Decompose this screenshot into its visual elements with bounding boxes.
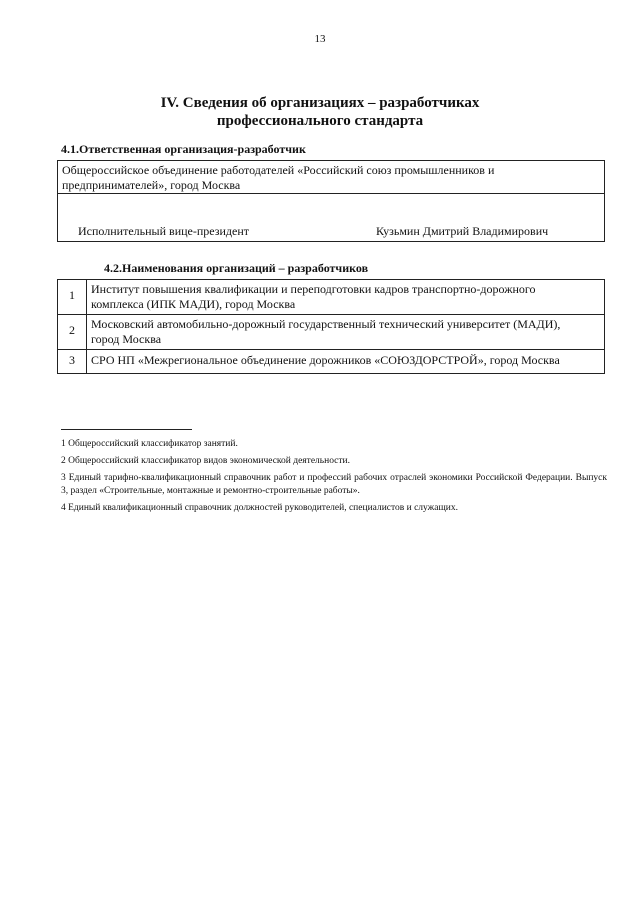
responsible-org-name-line2: предпринимателей», город Москва: [62, 178, 241, 192]
signatory-name: Кузьмин Дмитрий Владимирович: [376, 224, 549, 238]
org-name-line1: СРО НП «Межрегиональное объединение дорожников «СОЮЗДОРСТРОЙ», город Москва: [91, 353, 560, 367]
section-title: [0, 94, 640, 130]
footnote-divider: [61, 429, 192, 430]
footnote-1: 1 Общероссийский классификатор занятий.: [61, 439, 238, 449]
section-title-line1: IV. Сведения об организациях – разработчиках: [160, 95, 480, 111]
org-name-line1: Московский автомобильно-дорожный государственный технический университет (МАДИ),: [91, 317, 561, 331]
footnote-2: 2 Общероссийский классификатор видов экономической деятельности.: [61, 456, 351, 466]
footnote-3: 3 Единый тарифно-квалификационный справочник работ и профессий рабочих отраслей экономики Российской Федерации. Выпуск 3, раздел «Строительные, монтажные и ремонтно-строительные работы».: [61, 473, 607, 496]
responsible-org-signature-cell: [57, 193, 605, 242]
org-name: [87, 350, 605, 374]
footnote-4: 4 Единый квалификационный справочник должностей руководителей, специалистов и служащих.: [61, 503, 458, 513]
section-title-line2: профессионального стандарта: [216, 113, 424, 129]
responsible-org-heading: 4.1.Ответственная организация-разработчик: [61, 142, 306, 156]
footnotes: [61, 438, 607, 519]
developer-orgs-heading: 4.2.Наименования организаций – разработчиков: [104, 261, 369, 275]
row-number: 1: [58, 280, 87, 315]
org-name-line2: город Москва: [91, 332, 162, 346]
table-row: [58, 350, 605, 374]
responsible-org-name-cell: [57, 160, 605, 194]
page-number: 13: [314, 33, 326, 45]
table-row: [58, 315, 605, 350]
developer-orgs-table: [57, 279, 605, 374]
row-number: 2: [58, 315, 87, 350]
org-name: [87, 280, 605, 315]
table-row: [58, 280, 605, 315]
org-name-line2: комплекса (ИПК МАДИ), город Москва: [91, 297, 296, 311]
row-number: 3: [58, 350, 87, 374]
org-name-line1: Институт повышения квалификации и переподготовки кадров транспортно-дорожного: [91, 282, 536, 296]
signatory-position: Исполнительный вице-президент: [78, 224, 250, 238]
org-name: [87, 315, 605, 350]
responsible-org-name-line1: Общероссийское объединение работодателей «Российский союз промышленников и: [62, 163, 495, 177]
